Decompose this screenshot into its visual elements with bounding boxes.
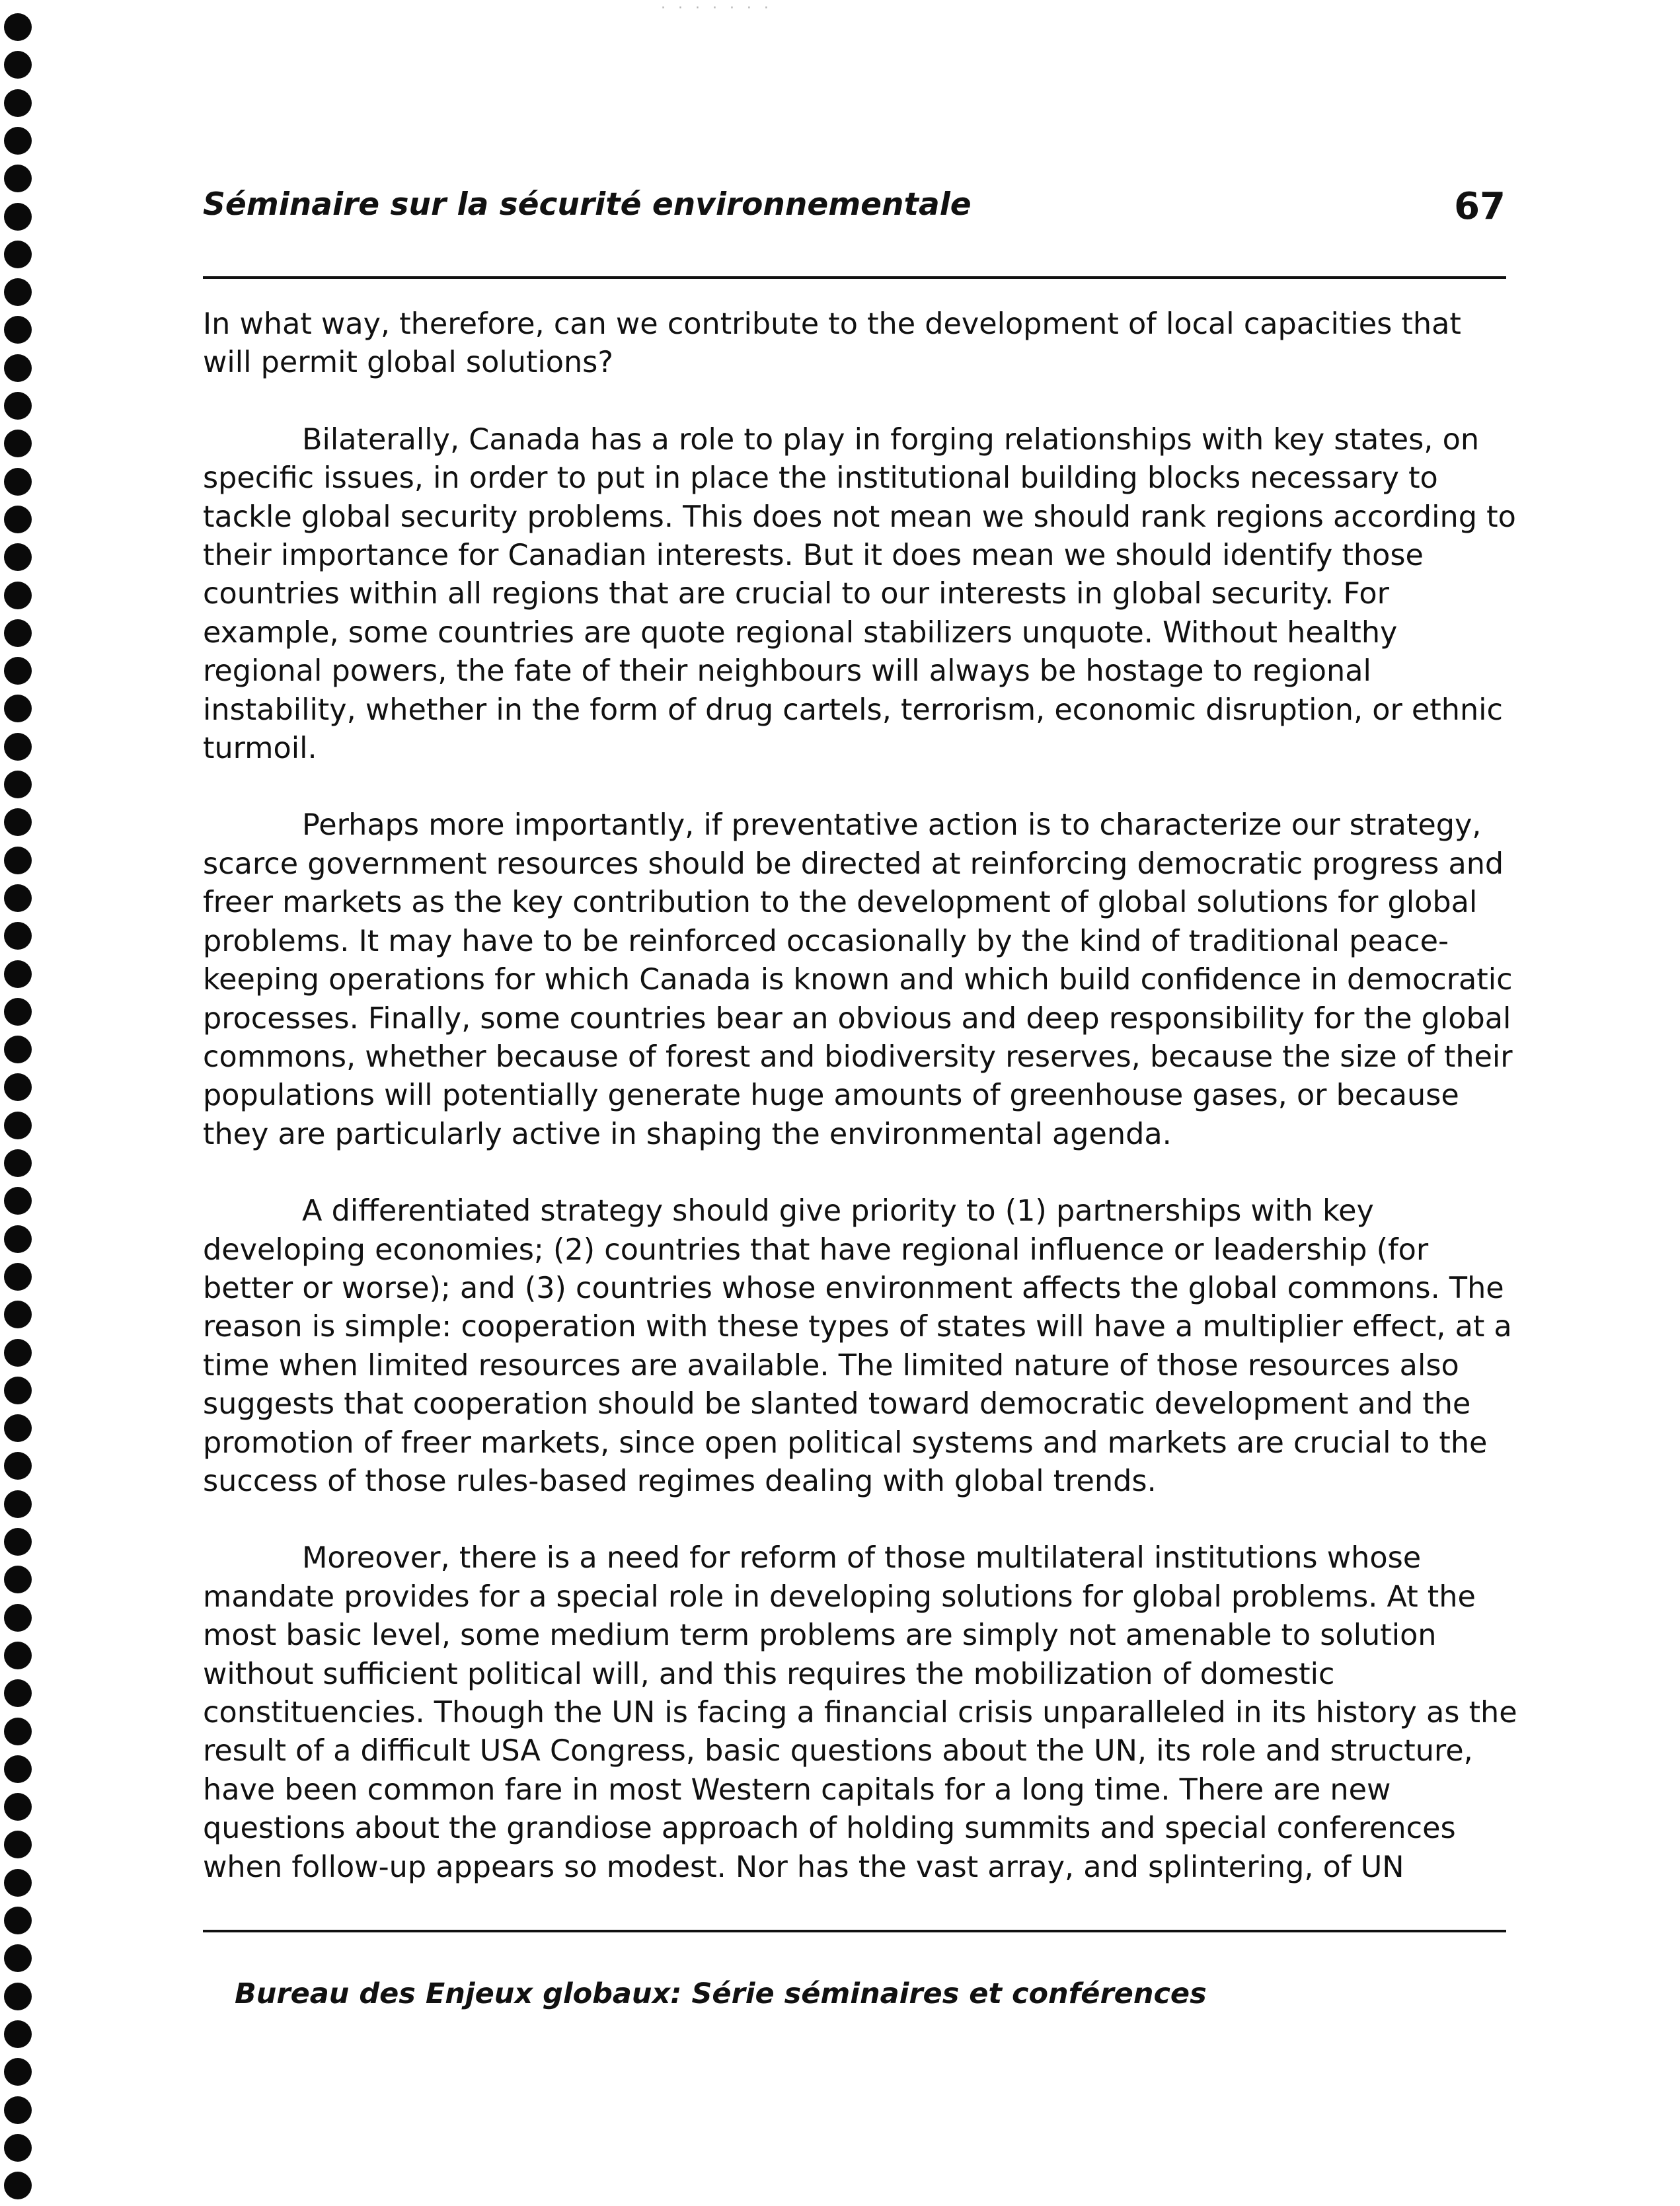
binding-hole [4,241,32,268]
paragraph: A differentiated strategy should give priority to (1) partnerships with key developing economies; (2) countries that have regional influence or leadership (for better or worse); and (3) countries whose environment affects the global commons. The reason is simple: cooperation with these types of states will have a multiplier effect, at a time when limited resources are available. The limited nature of those resources also suggests that cooperation should be slanted toward democratic development and the promotion of freer markets, since open political systems and markets are crucial to the success of those rules-based regimes dealing with global trends. [203,1194,1512,1498]
paragraph: Perhaps more importantly, if preventative action is to characterize our strategy, scarce government resources should be directed at reinforcing democratic progress and freer markets as the key contribution to the development of global solutions for global problems. It may have to be reinforced occasionally by the kind of traditional peace-keeping operations for which Canada is known and which build confidence in democratic processes. Finally, some countries bear an obvious and deep responsibility for the global commons, whether because of forest and biodiversity reserves, because the size of their populations will potentially generate huge amounts of greenhouse gases, or because they are particularly active in shaping the environmental agenda. [203,808,1513,1151]
binding-hole [4,1149,32,1177]
binding-hole [4,1377,32,1404]
binding-hole [4,619,32,647]
binding-hole [4,695,32,722]
binding-hole [4,1339,32,1367]
binding-hole [4,430,32,457]
binding-hole [4,657,32,685]
binding-hole [4,998,32,1026]
paragraph: Bilaterally, Canada has a role to play in forging relationships with key states, on specific issues, in order to put in place the institutional building blocks necessary to tackle global security problems. This does not mean we should rank regions according to their importance for Canadian interests. But it does mean we should identify those countries within all regions that are crucial to our interests in global security. For example, some countries are quote regional stabilizers unquote. Without healthy regional powers, the fate of their neighbours will always be hostage to regional instability, whether in the form of drug cartels, terrorism, economic disruption, or ethnic turmoil. [203,422,1516,766]
page-number: 67 [1454,185,1506,228]
binding-hole [4,1944,32,1972]
binding-hole [4,165,32,192]
binding-hole [4,847,32,874]
binding-hole [4,1490,32,1518]
binding-hole [4,1983,32,2010]
binding-hole [4,1263,32,1291]
binding-hole [4,1831,32,1858]
binding-hole [4,127,32,155]
binding-hole [4,1679,32,1707]
binding-hole [4,468,32,496]
binding-hole [4,1225,32,1253]
binding-hole [4,506,32,533]
binding-hole [4,1414,32,1442]
binding-hole [4,733,32,761]
binding-hole [4,278,32,306]
body-text [203,305,1518,1925]
binding-hole [4,1907,32,1934]
scan-noise: · · · · · · · [661,0,773,17]
binding-hole [4,771,32,798]
binding-hole [4,922,32,950]
binding-hole [4,1452,32,1480]
paragraph: In what way, therefore, can we contribute to the development of local capacities that will permit global solutions? [203,307,1461,380]
binding-hole [4,1187,32,1215]
binding-hole [4,2096,32,2124]
binding-hole [4,960,32,988]
binding-hole [4,2172,32,2199]
binding-hole [4,2020,32,2048]
footer-rule [203,1930,1506,1932]
binding-hole [4,1566,32,1593]
binding-hole [4,884,32,912]
binding-hole [4,1604,32,1632]
binding-hole [4,1755,32,1783]
binding-hole [4,1869,32,1897]
paragraph: Moreover, there is a need for reform of those multilateral institutions whose mandate provides for a special role in developing solutions for global problems. At the most basic level, some medium term problems are simply not amenable to solution without sufficient political will, and this requires the mobilization of domestic constituencies. Though the UN is facing a financial crisis unparalleled in its history as the result of a difficult USA Congress, basic questions about the UN, its role and structure, have been common fare in most Western capitals for a long time. There are new questions about the grandiose approach of holding summits and special conferences when follow-up appears so modest. Nor has the vast array, and splintering, of UN [203,1541,1517,1884]
binding-hole [4,2058,32,2086]
binding-hole [4,808,32,836]
binding-hole [4,1718,32,1745]
binding-hole [4,89,32,117]
binding-hole [4,13,32,41]
binding-hole [4,316,32,344]
binding-hole [4,2134,32,2162]
binding-hole [4,1528,32,1556]
binding-hole [4,1793,32,1821]
binding-hole [4,51,32,79]
binding-hole [4,1112,32,1139]
binding-hole [4,1036,32,1063]
header-rule [203,276,1506,279]
running-header-title: Séminaire sur la sécurité environnementale [203,186,972,223]
running-footer-title: Bureau des Enjeux globaux: Série séminaires et conférences [235,1977,1207,2010]
binding-hole [4,203,32,231]
binding-hole [4,1073,32,1101]
binding-hole [4,543,32,571]
binding-hole [4,354,32,382]
binding-hole [4,1301,32,1328]
binding-hole [4,1642,32,1669]
binding-hole [4,582,32,609]
binding-hole [4,392,32,420]
binding-holes [4,13,33,2194]
